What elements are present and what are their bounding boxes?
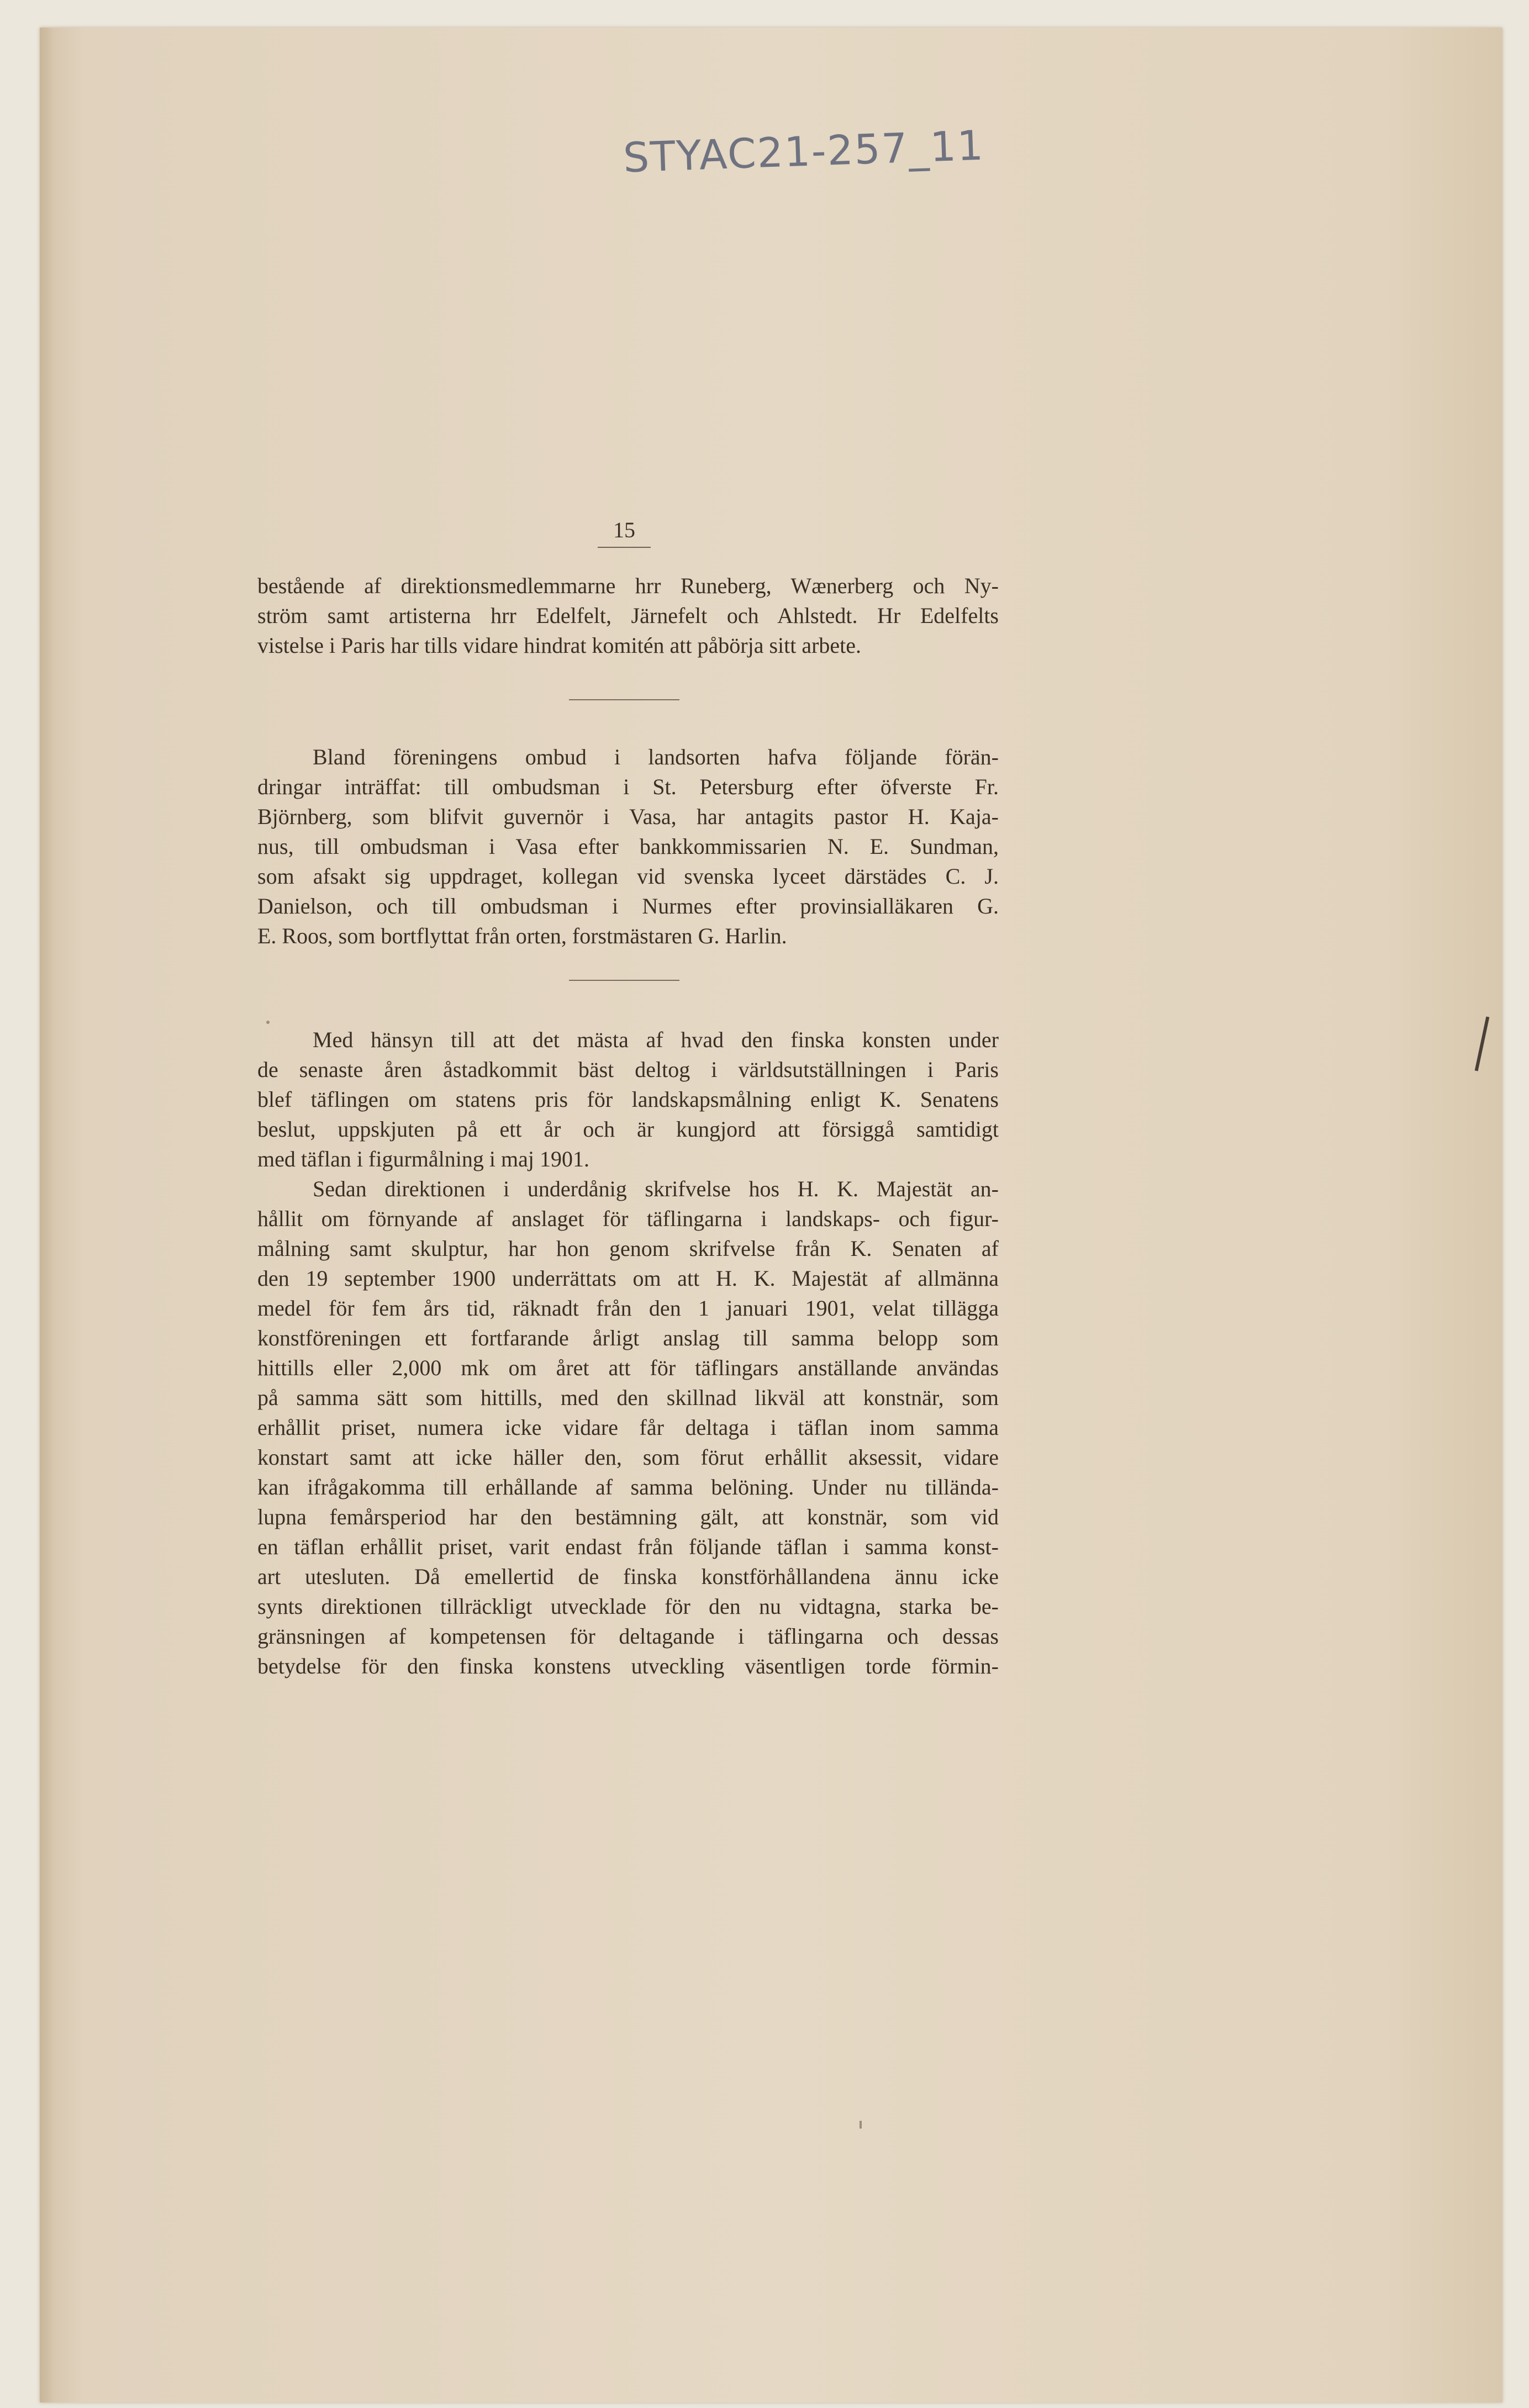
text-line: beslut, uppskjuten på ett år och är kungjord att försiggå samtidigt (257, 1117, 999, 1142)
text-line: dringar inträffat: till ombudsman i St. Petersburg efter öfverste Fr. (257, 774, 999, 799)
text-line: E. Roos, som bortflyttat från orten, forstmästaren G. Harlin. (257, 923, 787, 948)
text-line: Björnberg, som blifvit guvernör i Vasa, har antagits pastor H. Kaja- (257, 804, 999, 829)
text-line: som afsakt sig uppdraget, kollegan vid svenska lyceet därstädes C. J. (257, 864, 999, 889)
text-line: lupna femårsperiod har den bestämning gält, att konstnär, som vid (257, 1504, 999, 1529)
text-line: på samma sätt som hittills, med den skillnad likväl att konstnär, som (257, 1385, 999, 1410)
text-line: bestående af direktionsmedlemmarne hrr Runeberg, Wænerberg och Ny- (257, 573, 999, 598)
text-line: art utesluten. Då emellertid de finska konstförhållandena ännu icke (257, 1564, 999, 1589)
text-line: de senaste åren åstadkommit bäst deltog i världsutställningen i Paris (257, 1057, 999, 1082)
page-number: 15 (613, 517, 635, 542)
text-line: erhållit priset, numera icke vidare får deltaga i täflan inom samma (257, 1415, 999, 1440)
paper-speck (266, 1021, 270, 1024)
text-line: medel för fem års tid, räknadt från den 1 januari 1901, velat tillägga (257, 1296, 999, 1321)
section-divider (569, 699, 679, 700)
text-line: Sedan direktionen i underdånig skrifvelse hos H. K. Majestät an- (313, 1176, 999, 1201)
text-line: kan ifrågakomma till erhållande af samma belöning. Under nu tillända- (257, 1475, 999, 1499)
text-line: Danielson, och till ombudsman i Nurmes efter provinsialläkaren G. (257, 894, 999, 918)
text-line: vistelse i Paris har tills vidare hindrat komitén att påbörja sitt arbete. (257, 633, 862, 658)
paper-speck (860, 2121, 862, 2129)
text-line: betydelse för den finska konstens utveckling väsentligen torde förmin- (257, 1654, 999, 1678)
paragraph-state-grant (257, 1174, 999, 1681)
page-number-underline (598, 547, 651, 548)
text-line: hållit om förnyande af anslaget för täflingarna i landskaps- och figur- (257, 1206, 999, 1231)
text-line: hittills eller 2,000 mk om året att för täflingars anställande användas (257, 1355, 999, 1380)
text-line: konstföreningen ett fortfarande årligt anslag till samma belopp som (257, 1326, 999, 1350)
text-line: den 19 september 1900 underrättats om att H. K. Majestät af allmänna (257, 1266, 999, 1291)
text-line: gränsningen af kompetensen för deltagande i täflingarna och dessas (257, 1624, 999, 1649)
text-line: blef täflingen om statens pris för landskapsmålning enligt K. Senatens (257, 1087, 999, 1112)
text-line: Bland föreningens ombud i landsorten hafva följande förän- (313, 744, 999, 769)
archive-reference-mark: STYAC21-257_11 (622, 122, 985, 182)
text-line: med täflan i figurmålning i maj 1901. (257, 1147, 589, 1171)
text-line: Med hänsyn till att det mästa af hvad den finska konsten under (313, 1027, 999, 1052)
paragraph-committee (257, 571, 999, 661)
paragraph-ombudsmen (257, 742, 999, 951)
section-divider (569, 980, 679, 981)
text-line: nus, till ombudsman i Vasa efter bankkommissarien N. E. Sundman, (257, 834, 999, 859)
text-line: konstart samt att icke häller den, som förut erhållit aksessit, vidare (257, 1445, 999, 1470)
text-line: synts direktionen tillräckligt utvecklade för den nu vidtagna, starka be- (257, 1594, 999, 1619)
text-line: en täflan erhållit priset, varit endast från följande täflan i samma konst- (257, 1534, 999, 1559)
text-line: ström samt artisterna hrr Edelfelt, Järnefelt och Ahlstedt. Hr Edelfelts (257, 603, 999, 628)
paragraph-landscape-competition (257, 1025, 999, 1174)
page-edge-shadow (40, 28, 54, 2402)
text-line: målning samt skulptur, har hon genom skrifvelse från K. Senaten af (257, 1236, 999, 1261)
